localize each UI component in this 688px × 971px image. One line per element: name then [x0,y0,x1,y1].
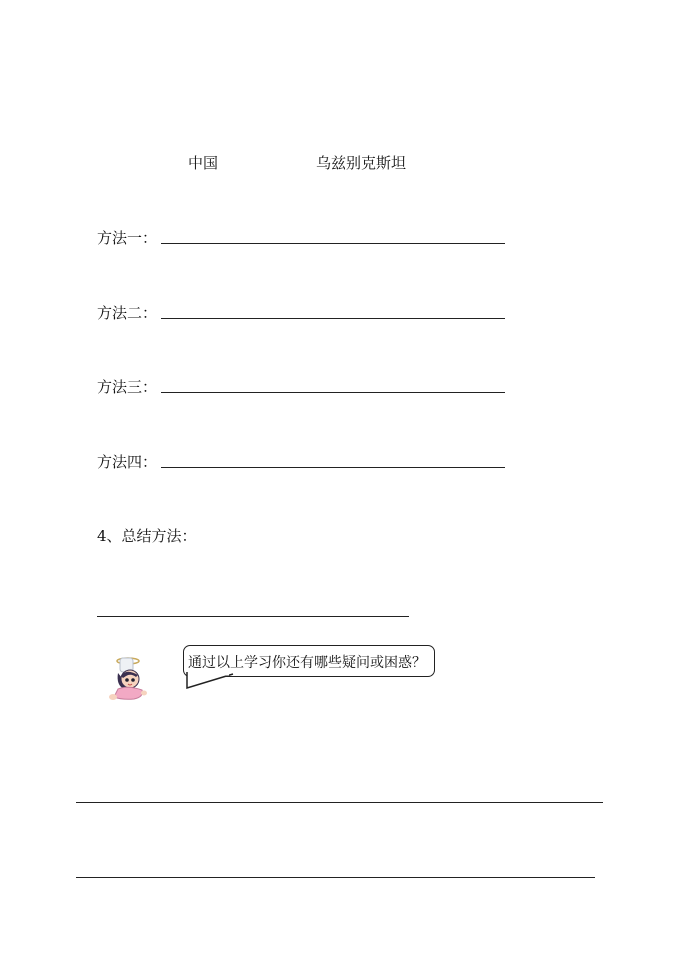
answer-line-2 [76,877,595,878]
method-1-label: 方法一： [97,229,158,247]
method-3-label: 方法三： [97,378,158,396]
summary-label: 4、总结方法： [97,527,197,545]
cartoon-angel-icon [104,655,154,705]
method-2-blank [161,318,505,319]
country-label-china: 中国 [188,154,219,172]
speech-bubble-tail [183,672,243,692]
summary-blank [97,616,409,617]
country-label-uzbekistan: 乌兹别克斯坦 [316,154,407,172]
method-4-blank [161,467,505,468]
method-2-label: 方法二： [97,304,158,322]
method-3-blank [161,392,505,393]
method-4-label: 方法四： [97,453,158,471]
answer-line-1 [76,802,603,803]
speech-bubble-text: 通过以上学习你还有哪些疑问或困惑？ [188,655,426,671]
method-1-blank [161,243,505,244]
